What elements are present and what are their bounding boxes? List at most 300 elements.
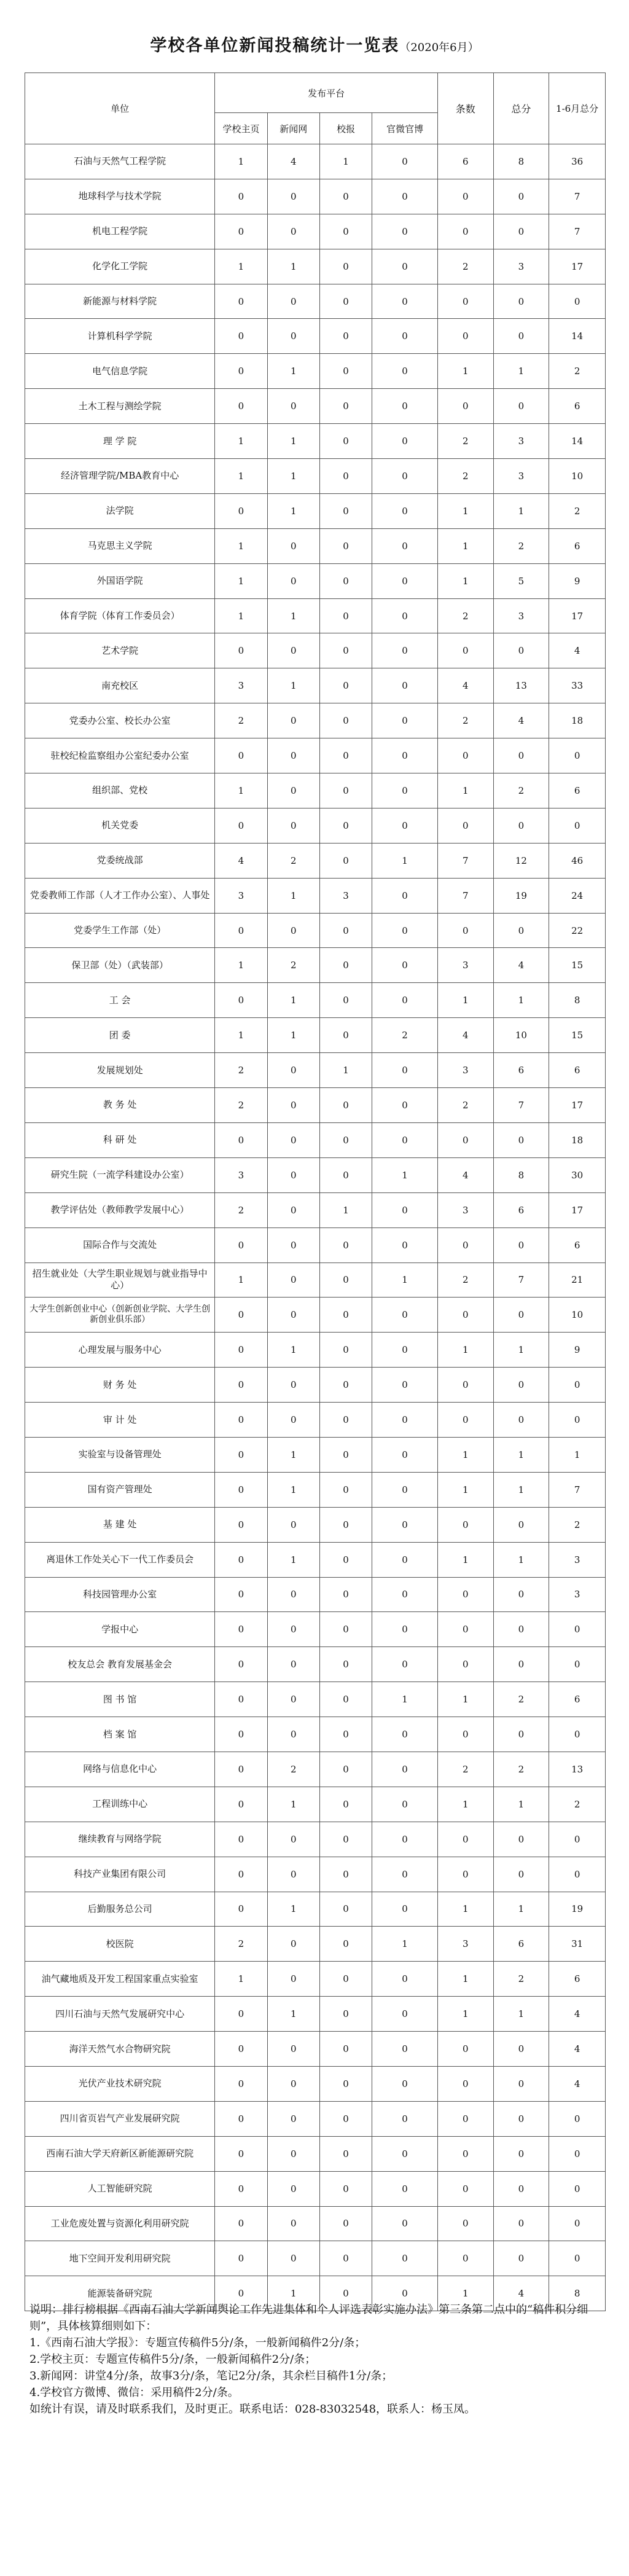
unit-cell: 团 委 — [25, 1018, 215, 1053]
social-cell: 0 — [372, 738, 438, 773]
unit-cell: 党委教师工作部（人才工作办公室）、人事处 — [25, 878, 215, 913]
score-cell: 13 — [493, 668, 549, 703]
homepage-cell: 0 — [215, 1122, 267, 1157]
count-cell: 1 — [437, 1682, 493, 1717]
newsweb-cell: 0 — [267, 2066, 319, 2101]
unit-cell: 工业危废处置与资源化利用研究院 — [25, 2206, 215, 2241]
cumulative-cell: 0 — [549, 1857, 606, 1892]
paper-cell: 0 — [319, 284, 372, 319]
cumulative-cell: 3 — [549, 1577, 606, 1612]
social-cell: 0 — [372, 598, 438, 633]
stats-table — [25, 72, 606, 2311]
paper-cell: 0 — [319, 1682, 372, 1717]
social-cell: 0 — [372, 983, 438, 1018]
count-cell: 1 — [437, 563, 493, 598]
homepage-cell: 0 — [215, 354, 267, 389]
homepage-cell: 0 — [215, 2241, 267, 2276]
unit-cell: 石油与天然气工程学院 — [25, 144, 215, 179]
score-cell: 0 — [493, 808, 549, 843]
unit-cell: 党委办公室、校长办公室 — [25, 703, 215, 738]
homepage-cell: 0 — [215, 633, 267, 668]
count-cell: 3 — [437, 1927, 493, 1962]
social-cell: 0 — [372, 354, 438, 389]
cumulative-cell: 17 — [549, 1088, 606, 1123]
paper-cell: 0 — [319, 389, 372, 424]
social-cell: 0 — [372, 284, 438, 319]
unit-cell: 新能源与材料学院 — [25, 284, 215, 319]
homepage-cell: 0 — [215, 1437, 267, 1472]
unit-cell: 实验室与设备管理处 — [25, 1437, 215, 1472]
paper-cell: 0 — [319, 1472, 372, 1507]
table-row — [25, 1227, 606, 1263]
score-cell: 1 — [493, 983, 549, 1018]
score-cell: 3 — [493, 598, 549, 633]
homepage-cell: 0 — [215, 1577, 267, 1612]
score-cell: 0 — [493, 1368, 549, 1403]
count-cell: 0 — [437, 2066, 493, 2101]
count-cell: 2 — [437, 1263, 493, 1298]
cumulative-cell: 17 — [549, 598, 606, 633]
newsweb-cell: 0 — [267, 214, 319, 249]
newsweb-cell: 0 — [267, 1857, 319, 1892]
newsweb-cell: 1 — [267, 1997, 319, 2032]
unit-cell: 科 研 处 — [25, 1122, 215, 1157]
social-cell: 1 — [372, 1263, 438, 1298]
homepage-cell: 4 — [215, 843, 267, 878]
score-cell: 1 — [493, 1787, 549, 1822]
count-cell: 0 — [437, 1577, 493, 1612]
newsweb-cell: 0 — [267, 1157, 319, 1192]
homepage-cell: 1 — [215, 563, 267, 598]
count-cell: 0 — [437, 1717, 493, 1752]
cumulative-cell: 0 — [549, 1403, 606, 1438]
count-cell: 2 — [437, 703, 493, 738]
homepage-cell: 0 — [215, 2032, 267, 2067]
table-row — [25, 913, 606, 948]
unit-cell: 财 务 处 — [25, 1368, 215, 1403]
unit-cell: 党委统战部 — [25, 843, 215, 878]
score-cell: 8 — [493, 144, 549, 179]
paper-cell: 0 — [319, 1927, 372, 1962]
count-cell: 0 — [437, 1822, 493, 1857]
cumulative-cell: 0 — [549, 2101, 606, 2136]
unit-cell: 计算机科学学院 — [25, 319, 215, 354]
social-cell: 0 — [372, 1192, 438, 1227]
cumulative-cell: 13 — [549, 1752, 606, 1787]
newsweb-cell: 1 — [267, 1892, 319, 1927]
cumulative-cell: 22 — [549, 913, 606, 948]
social-cell: 0 — [372, 1472, 438, 1507]
cumulative-cell: 0 — [549, 2241, 606, 2276]
social-cell: 0 — [372, 913, 438, 948]
paper-cell: 0 — [319, 773, 372, 808]
social-cell: 0 — [372, 2136, 438, 2171]
social-cell: 1 — [372, 1157, 438, 1192]
social-cell: 0 — [372, 1122, 438, 1157]
cumulative-cell: 0 — [549, 2136, 606, 2171]
cumulative-cell: 10 — [549, 459, 606, 494]
paper-cell: 0 — [319, 843, 372, 878]
score-cell: 2 — [493, 528, 549, 563]
score-cell: 0 — [493, 1822, 549, 1857]
cumulative-cell: 8 — [549, 983, 606, 1018]
social-cell: 0 — [372, 493, 438, 528]
newsweb-cell: 0 — [267, 389, 319, 424]
newsweb-cell: 1 — [267, 1018, 319, 1053]
score-cell: 0 — [493, 1612, 549, 1647]
newsweb-cell: 0 — [267, 1577, 319, 1612]
social-cell: 0 — [372, 1997, 438, 2032]
homepage-cell: 0 — [215, 1298, 267, 1333]
newsweb-cell: 1 — [267, 668, 319, 703]
homepage-cell: 0 — [215, 2066, 267, 2101]
social-cell: 1 — [372, 1927, 438, 1962]
newsweb-cell: 1 — [267, 1542, 319, 1577]
table-row — [25, 1927, 606, 1962]
unit-cell: 工 会 — [25, 983, 215, 1018]
score-cell: 0 — [493, 389, 549, 424]
homepage-cell: 0 — [215, 1997, 267, 2032]
table-row — [25, 1822, 606, 1857]
count-cell: 1 — [437, 1892, 493, 1927]
social-cell: 0 — [372, 1647, 438, 1682]
note-line: 说明：排行榜根据《西南石油大学新闻舆论工作先进集体和个人评选表彰实施办法》第三条第二点中的“稿件积分细则”，具体核算细则如下： — [29, 2303, 588, 2333]
count-cell: 0 — [437, 1227, 493, 1263]
social-cell: 1 — [372, 843, 438, 878]
social-cell: 1 — [372, 1682, 438, 1717]
score-cell: 0 — [493, 319, 549, 354]
unit-cell: 离退休工作处关心下一代工作委员会 — [25, 1542, 215, 1577]
newsweb-cell: 0 — [267, 1298, 319, 1333]
paper-cell: 0 — [319, 2276, 372, 2311]
social-cell: 0 — [372, 2101, 438, 2136]
homepage-cell: 0 — [215, 808, 267, 843]
unit-cell: 驻校纪检监察组办公室纪委办公室 — [25, 738, 215, 773]
homepage-cell: 0 — [215, 2206, 267, 2241]
count-cell: 0 — [437, 1857, 493, 1892]
homepage-cell: 0 — [215, 1507, 267, 1542]
cumulative-cell: 4 — [549, 633, 606, 668]
social-cell: 0 — [372, 1053, 438, 1088]
social-cell: 0 — [372, 1507, 438, 1542]
score-cell: 0 — [493, 633, 549, 668]
newsweb-cell: 1 — [267, 1472, 319, 1507]
score-cell: 6 — [493, 1053, 549, 1088]
unit-cell: 四川石油与天然气发展研究中心 — [25, 1997, 215, 2032]
unit-cell: 国有资产管理处 — [25, 1472, 215, 1507]
score-cell: 0 — [493, 913, 549, 948]
social-cell: 0 — [372, 1437, 438, 1472]
homepage-cell: 0 — [215, 493, 267, 528]
unit-cell: 继续教育与网络学院 — [25, 1822, 215, 1857]
count-cell: 2 — [437, 459, 493, 494]
table-row — [25, 703, 606, 738]
cumulative-cell: 6 — [549, 773, 606, 808]
table-row — [25, 2101, 606, 2136]
social-cell: 0 — [372, 878, 438, 913]
count-cell: 0 — [437, 808, 493, 843]
cumulative-cell: 4 — [549, 2032, 606, 2067]
header-count: 条数 — [437, 73, 493, 144]
homepage-cell: 0 — [215, 2171, 267, 2206]
cumulative-cell: 31 — [549, 1927, 606, 1962]
social-cell: 0 — [372, 2206, 438, 2241]
score-cell: 0 — [493, 2101, 549, 2136]
paper-cell: 0 — [319, 983, 372, 1018]
score-cell: 0 — [493, 1507, 549, 1542]
social-cell: 0 — [372, 1857, 438, 1892]
count-cell: 0 — [437, 2136, 493, 2171]
header-score: 总分 — [493, 73, 549, 144]
cumulative-cell: 6 — [549, 1962, 606, 1997]
cumulative-cell: 8 — [549, 2276, 606, 2311]
table-row — [25, 668, 606, 703]
score-cell: 2 — [493, 1962, 549, 1997]
newsweb-cell: 0 — [267, 1822, 319, 1857]
count-cell: 7 — [437, 843, 493, 878]
cumulative-cell: 6 — [549, 1682, 606, 1717]
unit-cell: 体育学院（体育工作委员会） — [25, 598, 215, 633]
newsweb-cell: 0 — [267, 179, 319, 214]
cumulative-cell: 6 — [549, 1053, 606, 1088]
paper-cell: 0 — [319, 1997, 372, 2032]
header-platform: 发布平台 — [215, 73, 438, 113]
paper-cell: 0 — [319, 598, 372, 633]
newsweb-cell: 0 — [267, 1682, 319, 1717]
paper-cell: 0 — [319, 1577, 372, 1612]
newsweb-cell: 0 — [267, 284, 319, 319]
social-cell: 0 — [372, 424, 438, 459]
homepage-cell: 0 — [215, 1787, 267, 1822]
unit-cell: 法学院 — [25, 493, 215, 528]
paper-cell: 1 — [319, 144, 372, 179]
count-cell: 1 — [437, 493, 493, 528]
homepage-cell: 3 — [215, 878, 267, 913]
social-cell: 0 — [372, 2241, 438, 2276]
count-cell: 0 — [437, 1612, 493, 1647]
cumulative-cell: 0 — [549, 808, 606, 843]
newsweb-cell: 1 — [267, 1437, 319, 1472]
table-row — [25, 1717, 606, 1752]
paper-cell: 0 — [319, 1507, 372, 1542]
homepage-cell: 0 — [215, 179, 267, 214]
table-row — [25, 424, 606, 459]
unit-cell: 西南石油大学天府新区新能源研究院 — [25, 2136, 215, 2171]
newsweb-cell: 0 — [267, 2101, 319, 2136]
unit-cell: 土木工程与测绘学院 — [25, 389, 215, 424]
newsweb-cell: 0 — [267, 1962, 319, 1997]
unit-cell: 科技园管理办公室 — [25, 1577, 215, 1612]
homepage-cell: 0 — [215, 738, 267, 773]
count-cell: 6 — [437, 144, 493, 179]
cumulative-cell: 30 — [549, 1157, 606, 1192]
cumulative-cell: 21 — [549, 1263, 606, 1298]
paper-cell: 0 — [319, 2032, 372, 2067]
table-row — [25, 1088, 606, 1123]
cumulative-cell: 0 — [549, 2171, 606, 2206]
table-row — [25, 319, 606, 354]
unit-cell: 国际合作与交流处 — [25, 1227, 215, 1263]
score-cell: 1 — [493, 493, 549, 528]
cumulative-cell: 6 — [549, 389, 606, 424]
score-cell: 0 — [493, 2032, 549, 2067]
newsweb-cell: 1 — [267, 983, 319, 1018]
newsweb-cell: 1 — [267, 1787, 319, 1822]
score-cell: 1 — [493, 1542, 549, 1577]
count-cell: 4 — [437, 1018, 493, 1053]
social-cell: 0 — [372, 1717, 438, 1752]
table-body — [25, 144, 606, 2311]
score-cell: 1 — [493, 1892, 549, 1927]
table-row — [25, 808, 606, 843]
paper-cell: 0 — [319, 214, 372, 249]
paper-cell: 0 — [319, 1822, 372, 1857]
count-cell: 0 — [437, 1647, 493, 1682]
table-row — [25, 1122, 606, 1157]
cumulative-cell: 4 — [549, 2066, 606, 2101]
unit-cell: 心理发展与服务中心 — [25, 1333, 215, 1368]
table-row — [25, 1997, 606, 2032]
newsweb-cell: 0 — [267, 1507, 319, 1542]
table-row — [25, 1053, 606, 1088]
newsweb-cell: 0 — [267, 1368, 319, 1403]
table-row — [25, 144, 606, 179]
homepage-cell: 1 — [215, 948, 267, 983]
score-cell: 6 — [493, 1192, 549, 1227]
cumulative-cell: 9 — [549, 563, 606, 598]
social-cell: 0 — [372, 144, 438, 179]
newsweb-cell: 0 — [267, 1122, 319, 1157]
paper-cell: 0 — [319, 1088, 372, 1123]
social-cell: 0 — [372, 1227, 438, 1263]
table-row — [25, 1752, 606, 1787]
score-cell: 3 — [493, 459, 549, 494]
homepage-cell: 1 — [215, 424, 267, 459]
cumulative-cell: 17 — [549, 249, 606, 284]
table-row — [25, 1612, 606, 1647]
newsweb-cell: 0 — [267, 2136, 319, 2171]
newsweb-cell: 0 — [267, 1717, 319, 1752]
paper-cell: 0 — [319, 1403, 372, 1438]
score-cell: 2 — [493, 773, 549, 808]
paper-cell: 0 — [319, 1122, 372, 1157]
social-cell: 0 — [372, 2066, 438, 2101]
score-cell: 0 — [493, 1717, 549, 1752]
social-cell: 0 — [372, 319, 438, 354]
count-cell: 0 — [437, 1298, 493, 1333]
score-cell: 2 — [493, 1752, 549, 1787]
cumulative-cell: 0 — [549, 1368, 606, 1403]
cumulative-cell: 2 — [549, 1787, 606, 1822]
score-cell: 0 — [493, 1227, 549, 1263]
paper-cell: 0 — [319, 1542, 372, 1577]
count-cell: 1 — [437, 1472, 493, 1507]
newsweb-cell: 0 — [267, 1088, 319, 1123]
newsweb-cell: 0 — [267, 1263, 319, 1298]
table-row — [25, 633, 606, 668]
unit-cell: 大学生创新创业中心（创新创业学院、大学生创新创业俱乐部） — [25, 1298, 215, 1333]
title-date: （2020年6月） — [399, 41, 479, 54]
cumulative-cell: 33 — [549, 668, 606, 703]
social-cell: 0 — [372, 1577, 438, 1612]
count-cell: 1 — [437, 983, 493, 1018]
paper-cell: 0 — [319, 1018, 372, 1053]
count-cell: 2 — [437, 1088, 493, 1123]
homepage-cell: 1 — [215, 1018, 267, 1053]
score-cell: 4 — [493, 703, 549, 738]
paper-cell: 0 — [319, 179, 372, 214]
count-cell: 1 — [437, 1962, 493, 1997]
cumulative-cell: 0 — [549, 738, 606, 773]
count-cell: 1 — [437, 1542, 493, 1577]
score-cell: 0 — [493, 738, 549, 773]
paper-cell: 0 — [319, 738, 372, 773]
homepage-cell: 0 — [215, 1892, 267, 1927]
unit-cell: 基 建 处 — [25, 1507, 215, 1542]
note-line: 3.新闻网：讲堂4分/条，故事3分/条，笔记2分/条，其余栏目稿件1分/条； — [29, 2370, 393, 2382]
homepage-cell: 0 — [215, 1403, 267, 1438]
score-cell: 1 — [493, 1437, 549, 1472]
newsweb-cell: 0 — [267, 2171, 319, 2206]
social-cell: 0 — [372, 528, 438, 563]
paper-cell: 0 — [319, 808, 372, 843]
paper-cell: 0 — [319, 528, 372, 563]
score-cell: 1 — [493, 354, 549, 389]
cumulative-cell: 0 — [549, 1822, 606, 1857]
unit-cell: 电气信息学院 — [25, 354, 215, 389]
count-cell: 0 — [437, 1368, 493, 1403]
newsweb-cell: 0 — [267, 633, 319, 668]
unit-cell: 经济管理学院/MBA教育中心 — [25, 459, 215, 494]
table-row — [25, 179, 606, 214]
homepage-cell: 1 — [215, 1962, 267, 1997]
homepage-cell: 1 — [215, 1263, 267, 1298]
count-cell: 0 — [437, 1122, 493, 1157]
social-cell: 0 — [372, 633, 438, 668]
paper-cell: 0 — [319, 2206, 372, 2241]
cumulative-cell: 19 — [549, 1892, 606, 1927]
newsweb-cell: 1 — [267, 424, 319, 459]
homepage-cell: 0 — [215, 1333, 267, 1368]
unit-cell: 地球科学与技术学院 — [25, 179, 215, 214]
table-row — [25, 528, 606, 563]
newsweb-cell: 0 — [267, 2241, 319, 2276]
table-row — [25, 1263, 606, 1298]
unit-cell: 组织部、党校 — [25, 773, 215, 808]
count-cell: 4 — [437, 1157, 493, 1192]
score-cell: 1 — [493, 1333, 549, 1368]
homepage-cell: 0 — [215, 1682, 267, 1717]
count-cell: 3 — [437, 1192, 493, 1227]
count-cell: 1 — [437, 1437, 493, 1472]
cumulative-cell: 36 — [549, 144, 606, 179]
social-cell: 0 — [372, 1822, 438, 1857]
unit-cell: 海洋天然气水合物研究院 — [25, 2032, 215, 2067]
social-cell: 0 — [372, 808, 438, 843]
social-cell: 0 — [372, 1403, 438, 1438]
newsweb-cell: 1 — [267, 1333, 319, 1368]
paper-cell: 0 — [319, 1263, 372, 1298]
table-row — [25, 2032, 606, 2067]
cumulative-cell: 2 — [549, 354, 606, 389]
unit-cell: 机电工程学院 — [25, 214, 215, 249]
paper-cell: 0 — [319, 1157, 372, 1192]
homepage-cell: 0 — [215, 1647, 267, 1682]
cumulative-cell: 15 — [549, 948, 606, 983]
social-cell: 0 — [372, 1787, 438, 1822]
table-row — [25, 2206, 606, 2241]
count-cell: 2 — [437, 598, 493, 633]
